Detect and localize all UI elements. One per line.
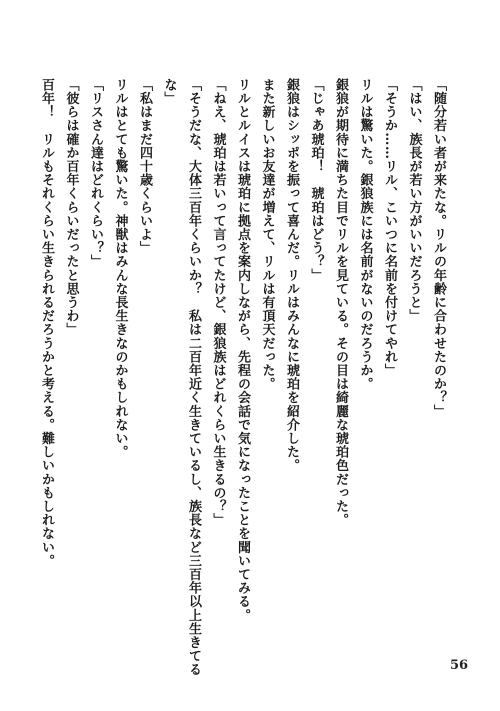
text-line: 銀狼はシッポを振って喜んだ。リルはみんなに琥珀を紹介した。 xyxy=(284,78,299,473)
text-line: 「リスさん達はどれくらい？」 xyxy=(88,78,103,269)
text-line: 「じゃあ琥珀！ 琥珀はどう？」 xyxy=(308,78,324,282)
text-line: 「私はまだ四十歳くらいよ」 xyxy=(137,78,152,255)
text-line: リルは驚いた。銀狼族には名前がないのだろうか。 xyxy=(357,78,373,391)
text-line: 「そうか……リル、こいつに名前を付けてやれ」 xyxy=(382,78,397,378)
text-line: 「そうだな、大体三百年くらいか？ 私は二百年近く生きているし、族長など三百年以上生きてる xyxy=(186,78,201,677)
text-line: な」 xyxy=(161,78,177,106)
text-line: 銀狼が期待に満ちた目でリルを見ている。その目は綺麗な琥珀色だった。 xyxy=(333,78,348,527)
text-line: また新しいお友達が増えて、リルは有頂天だった。 xyxy=(259,78,275,391)
text-line: 「ねえ、琥珀は若いって言ってたけど、銀狼族はどれくらい生きるの？」 xyxy=(210,78,226,527)
text-line: 「彼らは確か百年くらいだったと思うわ」 xyxy=(63,78,79,337)
text-line: リルはとても驚いた。神獣はみんな長生きなのかもしれない。 xyxy=(112,78,128,459)
page-number: 56 xyxy=(450,658,469,673)
text-line: 「随分若い者が来たな。リルの年齢に合わせたのか？」 xyxy=(431,78,446,418)
vertical-text-body xyxy=(34,78,451,677)
text-line: リルとルイスは琥珀に拠点を案内しながら、先程の会話で気になったことを聞いてみる。 xyxy=(235,78,250,622)
text-line: 「はい、族長が若い方がいいだろうと」 xyxy=(406,78,422,323)
text-line: 百年！ リルもそれくらい生きられるだろうかと考える。難しいかもしれない。 xyxy=(39,78,54,568)
